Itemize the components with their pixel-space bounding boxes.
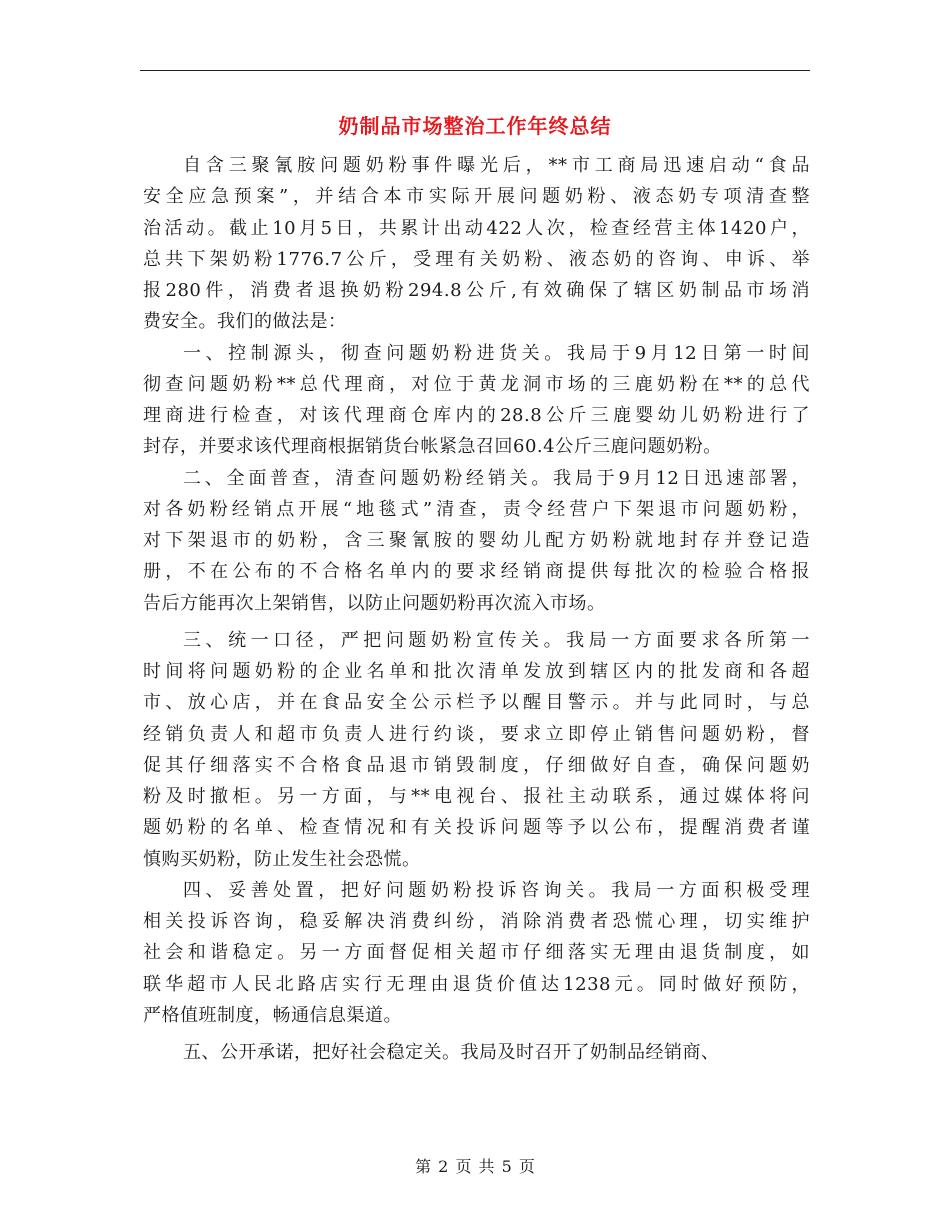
paragraph-line: 题奶粉的名单、检查情况和有关投诉问题等予以公布，提醒消费者谨 <box>143 817 810 839</box>
paragraph <box>143 625 810 875</box>
paragraph-line: 经销负责人和超市负责人进行约谈，要求立即停止销售问题奶粉，督 <box>143 723 810 745</box>
paragraph-line: 对各奶粉经销点开展“地毯式”清查，责令经营户下架退市问题奶粉， <box>143 498 810 520</box>
paragraph-line: 告后方能再次上架销售，以防止问题奶粉再次流入市场。 <box>143 592 606 614</box>
paragraph-line: 彻查问题奶粉**总代理商，对位于黄龙洞市场的三鹿奶粉在**的总代 <box>143 373 810 395</box>
paragraph <box>143 338 810 463</box>
document-title: 奶制品市场整治工作年终总结 <box>338 114 612 138</box>
paragraph <box>143 150 810 338</box>
header-rule <box>140 70 810 71</box>
paragraph-line: 对下架退市的奶粉，含三聚氰胺的婴幼儿配方奶粉就地封存并登记造 <box>143 530 810 551</box>
paragraph-line: 时间将问题奶粉的企业名单和批次清单发放到辖区内的批发商和各超 <box>143 661 810 682</box>
paragraph-line: 自含三聚氰胺问题奶粉事件曝光后，**市工商局迅速启动“食品 <box>183 155 810 176</box>
paragraph <box>143 1037 810 1068</box>
paragraph-line: 三、统一口径，严把问题奶粉宣传关。我局一方面要求各所第一 <box>183 629 810 651</box>
paragraph-line: 一、控制源头，彻查问题奶粉进货关。我局于9月12日第一时间 <box>183 342 810 364</box>
paragraph-line: 相关投诉咨询，稳妥解决消费纠纷，消除消费者恐慌心理，切实维护 <box>143 911 810 932</box>
paragraph-line: 五、公开承诺，把好社会稳定关。我局及时召开了奶制品经销商、 <box>183 1042 720 1063</box>
paragraph-line: 治活动。截止10月5日，共累计出动422人次，检查经营主体1420户， <box>143 217 810 239</box>
paragraph-line: 促其仔细落实不合格食品退市销毁制度，仔细做好自查，确保问题奶 <box>143 754 810 776</box>
paragraph <box>143 463 810 619</box>
paragraph-line: 报280件，消费者退换奶粉294.8公斤,有效确保了辖区奶制品市场消 <box>143 280 810 301</box>
page-footer: 第 2 页 共 5 页 <box>415 1157 535 1176</box>
paragraph-line: 慎购买奶粉，防止发生社会恐慌。 <box>143 848 421 870</box>
paragraph-line: 总共下架奶粉1776.7公斤，受理有关奶粉、液态奶的咨询、申诉、举 <box>143 248 810 270</box>
paragraph-line: 社会和谐稳定。另一方面督促相关超市仔细落实无理由退货制度，如 <box>143 942 810 964</box>
paragraph-line: 封存，并要求该代理商根据销货台帐紧急召回60.4公斤三鹿问题奶粉。 <box>143 436 722 458</box>
paragraph-line: 理商进行检查，对该代理商仓库内的28.8公斤三鹿婴幼儿奶粉进行了 <box>143 405 810 426</box>
paragraph-line: 严格值班制度，畅通信息渠道。 <box>143 1004 402 1026</box>
paragraph <box>143 875 810 1031</box>
paragraph-line: 二、全面普查，清查问题奶粉经销关。我局于9月12日迅速部署， <box>183 467 810 489</box>
paragraph-line: 市、放心店，并在食品安全公示栏予以醒目警示。并与此同时，与总 <box>143 692 810 714</box>
paragraph-line: 粉及时撤柜。另一方面，与**电视台、报社主动联系，通过媒体将问 <box>143 786 810 807</box>
paragraph-line: 安全应急预案”，并结合本市实际开展问题奶粉、液态奶专项清查整 <box>143 186 810 208</box>
paragraph-line: 册，不在公布的不合格名单内的要求经销商提供每批次的检验合格报 <box>143 561 810 583</box>
document-body <box>143 150 810 1068</box>
paragraph-line: 四、妥善处置，把好问题奶粉投诉咨询关。我局一方面积极受理 <box>183 879 810 901</box>
paragraph-line: 联华超市人民北路店实行无理由退货价值达1238元。同时做好预防， <box>143 973 810 995</box>
paragraph-line: 费安全。我们的做法是： <box>143 311 347 333</box>
